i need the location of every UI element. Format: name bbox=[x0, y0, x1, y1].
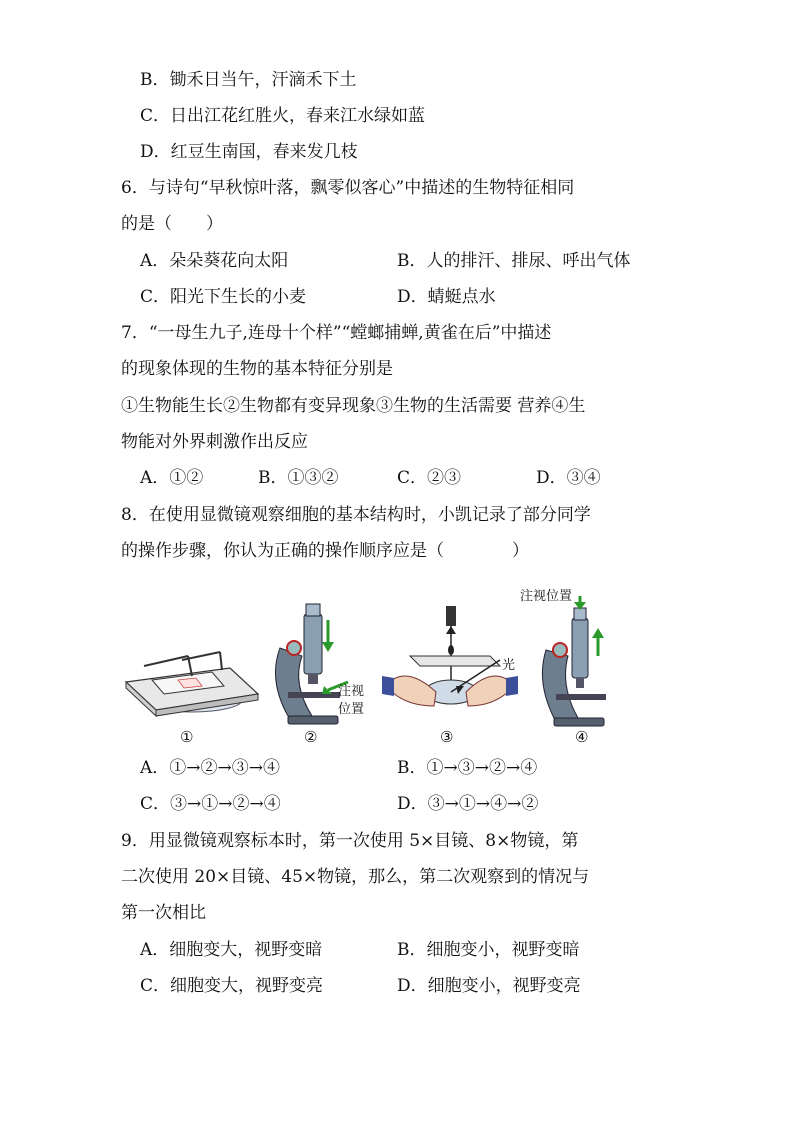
slide-on-stage-illustration bbox=[122, 630, 262, 720]
q7-option-a: A．①② bbox=[140, 468, 204, 488]
q8-option-c: C．③→①→②→④ bbox=[140, 794, 281, 814]
q7-option-b: B．①③② bbox=[258, 468, 339, 488]
figure-label-4: ④ bbox=[575, 728, 589, 746]
q7-stem-line2: 的现象体现的生物的基本特征分别是 bbox=[121, 359, 393, 379]
q6-option-b: B．人的排汗、排尿、呼出气体 bbox=[397, 251, 631, 271]
q5-option-c: C．日出江花红胜火，春来江水绿如蓝 bbox=[140, 106, 426, 126]
q9-stem-line3: 第一次相比 bbox=[121, 903, 206, 923]
q9-option-a: A．细胞变大，视野变暗 bbox=[140, 940, 323, 960]
q5-option-d: D．红豆生南国，春来发几枝 bbox=[140, 142, 358, 162]
q8-option-b: B．①→③→②→④ bbox=[397, 758, 538, 778]
microscope-lowering-illustration bbox=[266, 600, 386, 730]
q9-stem-line2: 二次使用 20×目镜、45×物镜，那么，第二次观察到的情况与 bbox=[121, 867, 590, 887]
mirror-light-illustration bbox=[380, 606, 520, 718]
q9-option-d: D．细胞变小，视野变亮 bbox=[397, 976, 581, 996]
q7-stem-line1: 7．“一母生九子,连母十个样”“螳螂捕蝉,黄雀在后”中描述 bbox=[121, 323, 552, 343]
figure-label-3: ③ bbox=[440, 728, 454, 746]
note-watch-4: 注视位置 bbox=[520, 589, 573, 604]
q8-option-d: D．③→①→④→② bbox=[397, 794, 539, 814]
q6-option-c: C．阳光下生长的小麦 bbox=[140, 287, 307, 307]
q6-option-a: A．朵朵葵花向太阳 bbox=[140, 251, 289, 271]
figure-label-2: ② bbox=[304, 728, 318, 746]
note-watch-2b: 位置 bbox=[338, 702, 365, 717]
microscope-steps-figure bbox=[118, 582, 678, 752]
q5-option-b: B．锄禾日当午，汗滴禾下土 bbox=[140, 70, 357, 90]
figure-label-1: ① bbox=[180, 728, 194, 746]
q9-option-b: B．细胞变小，视野变暗 bbox=[397, 940, 580, 960]
q9-option-c: C．细胞变大，视野变亮 bbox=[140, 976, 324, 996]
q7-option-c: C．②③ bbox=[397, 468, 462, 488]
note-watch-2a: 注视 bbox=[338, 684, 365, 699]
q7-option-d: D．③④ bbox=[536, 468, 601, 488]
q7-stem-line3: ①生物能生长②生物都有变异现象③生物的生活需要 营养④生 bbox=[121, 396, 586, 416]
q8-stem-line2: 的操作步骤，你认为正确的操作顺序应是（ ） bbox=[121, 541, 529, 561]
q7-stem-line4: 物能对外界刺激作出反应 bbox=[121, 432, 308, 452]
q6-option-d: D．蜻蜓点水 bbox=[397, 287, 496, 307]
q6-stem-line1: 6．与诗句“早秋惊叶落，飘零似客心”中描述的生物特征相同 bbox=[121, 178, 575, 198]
note-light: 光 bbox=[502, 658, 516, 673]
q9-stem-line1: 9．用显微镜观察标本时，第一次使用 5×目镜、8×物镜，第 bbox=[121, 831, 579, 851]
q6-stem-line2: 的是（ ） bbox=[121, 214, 223, 234]
microscope-raising-illustration bbox=[536, 596, 646, 730]
q8-stem-line1: 8．在使用显微镜观察细胞的基本结构时，小凯记录了部分同学 bbox=[121, 505, 591, 525]
q8-option-a: A．①→②→③→④ bbox=[140, 758, 281, 778]
